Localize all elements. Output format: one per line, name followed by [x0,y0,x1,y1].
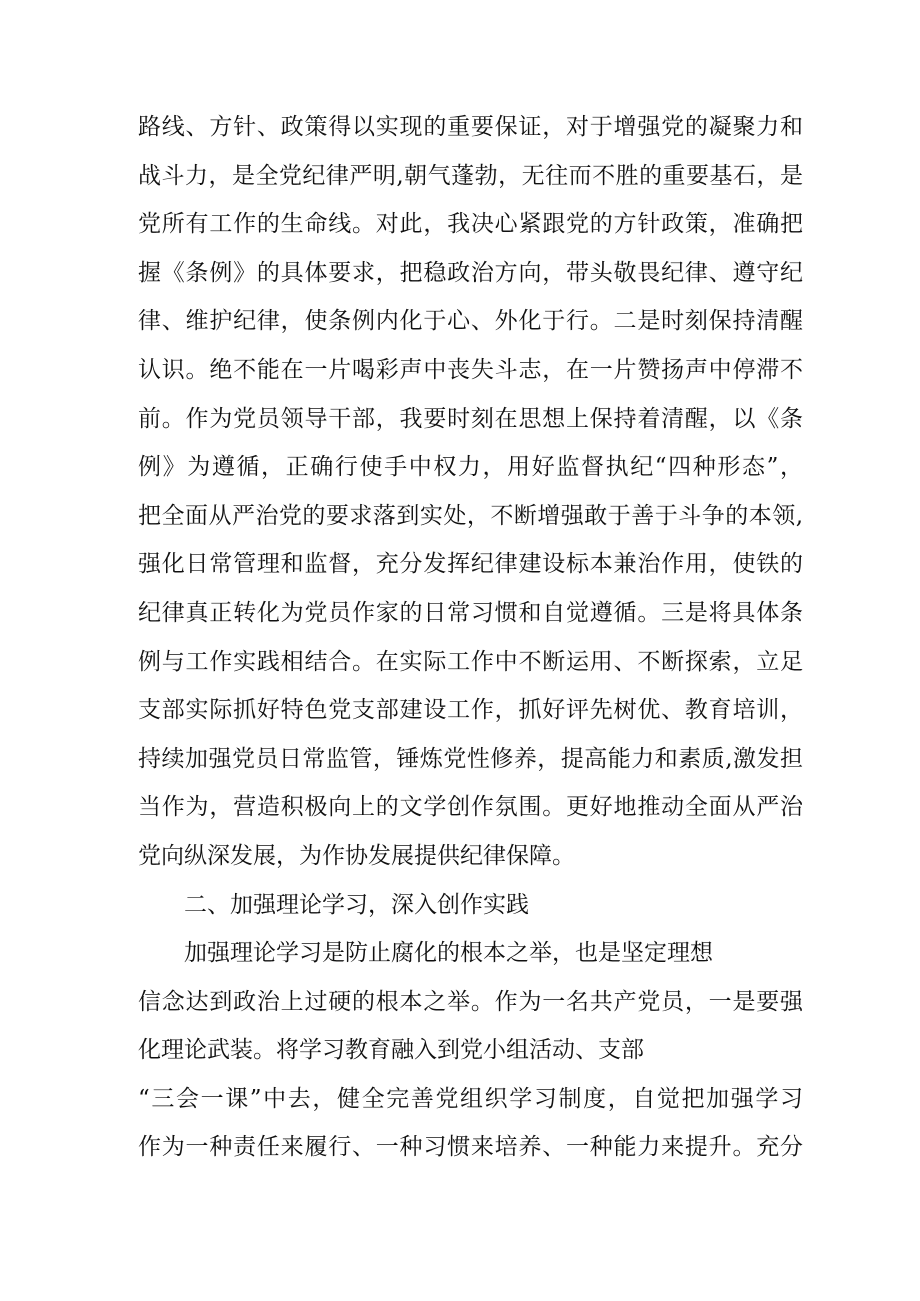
section-heading: 二、加强理论学习，深入创作实践 [184,891,529,918]
body-line: 律、维护纪律，使条例内化于心、外化于行。二是时刻保持清醒 [138,308,803,335]
body-line: 加强理论学习是防止腐化的根本之举，也是坚定理想 [184,940,713,967]
body-line: 把全面从严治党的要求落到实处，不断增强敢于善于斗争的本领, [138,502,803,529]
body-line: “三会一课”中去，健全完善党组织学习制度，自觉把加强学习 [138,1085,803,1112]
body-line: 持续加强党员日常监管，锤炼党性修养，提高能力和素质,激发担 [138,745,803,772]
body-line: 党所有工作的生命线。对此，我决心紧跟党的方针政策，准确把 [138,211,803,238]
body-line: 信念达到政治上过硬的根本之举。作为一名共产党员，一是要强 [138,988,803,1015]
body-line: 路线、方针、政策得以实现的重要保证，对于增强党的凝聚力和 [138,114,803,140]
body-line: 支部实际抓好特色党支部建设工作，抓好评先树优、教育培训， [138,697,803,724]
body-line: 前。作为党员领导干部，我要时刻在思想上保持着清醒，以《条 [138,405,803,432]
body-line: 作为一种责任来履行、一种习惯来培养、一种能力来提升。充分 [138,1134,803,1161]
document-body [138,103,803,1172]
body-line: 纪律真正转化为党员作家的日常习惯和自觉遵循。三是将具体条 [138,599,803,626]
body-line: 认识。绝不能在一片喝彩声中丧失斗志，在一片赞扬声中停滞不 [138,356,803,383]
body-line: 强化日常管理和监督，充分发挥纪律建设标本兼治作用，使铁的 [138,551,803,578]
body-line: 化理论武装。将学习教育融入到党小组活动、支部 [138,1037,644,1064]
body-line: 握《条例》的具体要求，把稳政治方向，带头敬畏纪律、遵守纪 [138,259,803,286]
body-line: 例》为遵循，正确行使手中权力，用好监督执纪“四种形态”， [138,454,803,481]
body-line: 党向纵深发展，为作协发展提供纪律保障。 [138,842,575,869]
body-line: 例与工作实践相结合。在实际工作中不断运用、不断探索，立足 [138,648,803,675]
body-line: 战斗力，是全党纪律严明,朝气蓬勃，无往而不胜的重要基石，是 [138,162,803,189]
body-line: 当作为，营造积极向上的文学创作氛围。更好地推动全面从严治 [138,794,803,821]
